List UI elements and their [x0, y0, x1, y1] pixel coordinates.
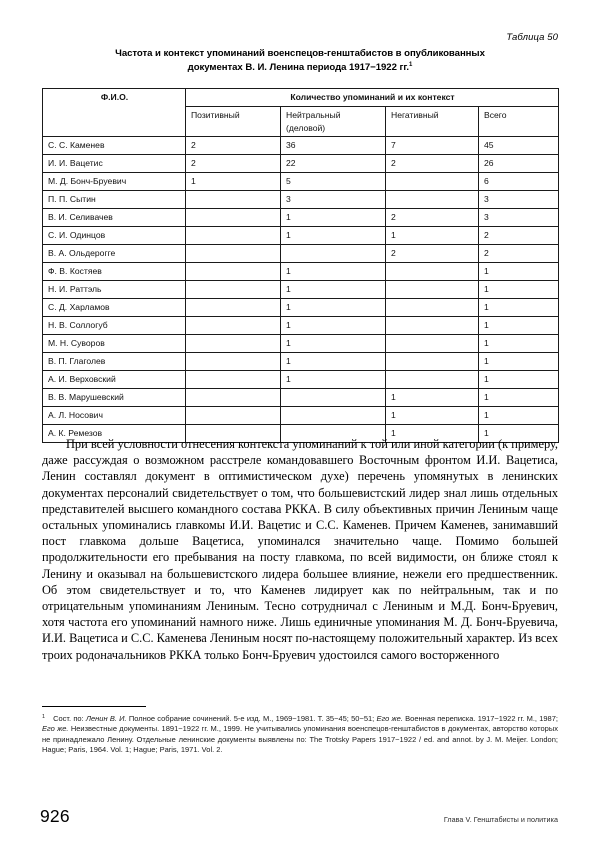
cell-name: Н. И. Раттэль	[43, 281, 186, 299]
table-title-line1: Частота и контекст упоминаний военспецов-генштабистов в опубликованных	[115, 48, 485, 59]
cell-neutral	[281, 389, 386, 407]
cell-name: М. Н. Суворов	[43, 335, 186, 353]
footnote-italic3: Его же.	[42, 724, 69, 734]
cell-positive: 2	[186, 137, 281, 155]
cell-name: С. И. Одинцов	[43, 227, 186, 245]
cell-neutral	[281, 245, 386, 263]
table-title-line2: документах В. И. Ленина периода 1917−1922 гг.	[187, 62, 410, 73]
header-neutral	[281, 107, 386, 137]
table-number-label: Таблица 50	[506, 32, 558, 43]
cell-neutral: 3	[281, 191, 386, 209]
cell-name: А. К. Ремезов	[43, 425, 186, 443]
cell-total: 1	[479, 281, 559, 299]
header-positive: Позитивный	[186, 107, 281, 137]
cell-neutral: 1	[281, 281, 386, 299]
footnote-part4: Неизвестные документы. 1891−1922 гг. М., 1999. Не учитывались упоминания военспецов-генштабистов в документах, авторство которых не принадлежало Ленину. Отдельные ленинские документы выявлены по: The Trotsky Papers 1917−1922 / ed. and annot. by J. M. Meijer. London; Hague; Paris, 1964. Vol. 1; Hague; Paris, 1971. Vol. 2.	[42, 724, 558, 755]
cell-neutral: 1	[281, 209, 386, 227]
cell-total: 2	[479, 227, 559, 245]
cell-positive	[186, 281, 281, 299]
cell-neutral: 1	[281, 317, 386, 335]
cell-total: 1	[479, 335, 559, 353]
cell-total: 1	[479, 299, 559, 317]
cell-positive	[186, 299, 281, 317]
header-neutral-line1: Нейтральный	[286, 110, 341, 120]
cell-name: С. Д. Харламов	[43, 299, 186, 317]
cell-negative: 1	[386, 389, 479, 407]
body-paragraph: При всей условности отнесения контекста упоминаний к той или иной категории (к примеру, даже рассуждая о возможном расстреле командовавшего Восточным фронтом И.И. Вацетиса, Ленин составлял документ в оптимистическом духе) перечень упомянутых в ленинских документах персоналий свидетельствует о том, что большевистский лидер знал лишь отдельных представителей высшего командного состава РККА. В силу объективных причин Лениным чаще остальных упоминались главкомы И.И. Вацетис и С.С. Каменев. Причем Каменев, занимавший пост главкома дольше Вацетиса, упоминался значительно чаще. Помимо большей продолжительности его пребывания на посту главкома, по всей видимости, он ближе стоял к Ленину и оказывал на большевистского лидера большее влияние, нежели его предшественник. Об этом свидетельствует и то, что Каменев лидирует как по нейтральным, так и по отрицательным упоминаниям Лениным. Тесно сотрудничал с Лениным и М.Д. Бонч-Бруевич, хотя частота его упоминаний намного ниже. Лишь единичные упоминания М. Д. Бонч-Бруевича, И.И. Вацетиса и С.С. Каменева Лениным носят по-настоящему положительный характер. Из всех троих родоначальников РККА только Бонч-Бруевич удостоился самого восторженного	[42, 437, 558, 662]
header-total: Всего	[479, 107, 559, 137]
cell-positive	[186, 191, 281, 209]
cell-negative: 2	[386, 155, 479, 173]
cell-neutral: 1	[281, 371, 386, 389]
cell-negative	[386, 263, 479, 281]
footnote-part2: Полное собрание сочинений. 5-е изд. М., 1969−1981. Т. 35−45; 50−51;	[126, 714, 377, 723]
page-number: 926	[40, 806, 70, 826]
footnote-italic2: Его же.	[376, 714, 403, 723]
cell-neutral: 1	[281, 335, 386, 353]
cell-neutral: 1	[281, 263, 386, 281]
table-row	[43, 173, 559, 191]
cell-name: В. И. Селивачев	[43, 209, 186, 227]
table-row	[43, 191, 559, 209]
cell-name: В. П. Глаголев	[43, 353, 186, 371]
cell-total: 1	[479, 425, 559, 443]
table-row	[43, 281, 559, 299]
cell-positive	[186, 245, 281, 263]
cell-name: В. А. Ольдерогге	[43, 245, 186, 263]
cell-negative	[386, 371, 479, 389]
table-title	[48, 47, 552, 75]
table-row	[43, 335, 559, 353]
cell-negative	[386, 317, 479, 335]
table-row	[43, 263, 559, 281]
footnote-italic1: Ленин В. И.	[85, 714, 127, 723]
table-row	[43, 137, 559, 155]
cell-name: Ф. В. Костяев	[43, 263, 186, 281]
cell-total: 3	[479, 191, 559, 209]
cell-negative: 1	[386, 407, 479, 425]
table-row	[43, 209, 559, 227]
cell-positive	[186, 209, 281, 227]
cell-negative: 2	[386, 209, 479, 227]
cell-positive	[186, 317, 281, 335]
cell-total: 45	[479, 137, 559, 155]
cell-total: 6	[479, 173, 559, 191]
footnote-separator-rule	[42, 706, 146, 707]
cell-name: В. В. Марушевский	[43, 389, 186, 407]
cell-positive	[186, 389, 281, 407]
cell-negative	[386, 191, 479, 209]
header-name-column: Ф.И.О.	[43, 89, 186, 137]
cell-name: П. П. Сытин	[43, 191, 186, 209]
cell-total: 26	[479, 155, 559, 173]
cell-positive	[186, 335, 281, 353]
table-row	[43, 407, 559, 425]
cell-neutral: 1	[281, 299, 386, 317]
cell-negative	[386, 353, 479, 371]
cell-total: 1	[479, 389, 559, 407]
header-negative: Негативный	[386, 107, 479, 137]
cell-negative	[386, 173, 479, 191]
frequency-table	[42, 88, 559, 443]
cell-neutral: 1	[281, 353, 386, 371]
cell-negative: 1	[386, 425, 479, 443]
cell-total: 1	[479, 317, 559, 335]
cell-total: 1	[479, 353, 559, 371]
running-head: Глава V. Генштабисты и политика	[443, 815, 558, 824]
table-row	[43, 245, 559, 263]
cell-name: М. Д. Бонч-Бруевич	[43, 173, 186, 191]
cell-name: И. И. Вацетис	[43, 155, 186, 173]
table-header-row-group	[43, 89, 559, 107]
table-row	[43, 371, 559, 389]
footnote-marker: 1	[42, 713, 46, 720]
footnote-block	[42, 714, 558, 756]
cell-positive	[186, 353, 281, 371]
cell-name: Н. В. Соллогуб	[43, 317, 186, 335]
table-row	[43, 353, 559, 371]
cell-positive	[186, 371, 281, 389]
cell-total: 2	[479, 245, 559, 263]
cell-positive	[186, 263, 281, 281]
cell-positive: 2	[186, 155, 281, 173]
cell-positive	[186, 227, 281, 245]
footnote-part1: Сост. по:	[53, 714, 86, 723]
table-title-footnote-marker: 1	[409, 61, 413, 68]
cell-negative: 1	[386, 227, 479, 245]
cell-negative: 7	[386, 137, 479, 155]
table-row	[43, 317, 559, 335]
table-row	[43, 155, 559, 173]
cell-neutral: 5	[281, 173, 386, 191]
table-body	[43, 137, 559, 443]
header-neutral-line2: (деловой)	[286, 122, 326, 133]
cell-positive: 1	[186, 173, 281, 191]
cell-total: 3	[479, 209, 559, 227]
cell-total: 1	[479, 371, 559, 389]
cell-name: А. Л. Носович	[43, 407, 186, 425]
cell-neutral	[281, 407, 386, 425]
cell-name: А. И. Верховский	[43, 371, 186, 389]
cell-positive	[186, 407, 281, 425]
footnote-part3: Военная переписка. 1917−1922 гг. М., 1987;	[402, 714, 558, 723]
cell-negative	[386, 335, 479, 353]
table-row	[43, 227, 559, 245]
cell-total: 1	[479, 263, 559, 281]
cell-negative	[386, 299, 479, 317]
table-row	[43, 389, 559, 407]
cell-neutral: 36	[281, 137, 386, 155]
table-head	[43, 89, 559, 137]
cell-neutral: 1	[281, 227, 386, 245]
cell-total: 1	[479, 407, 559, 425]
cell-neutral: 22	[281, 155, 386, 173]
header-group-mentions: Количество упоминаний и их контекст	[186, 89, 559, 107]
cell-negative	[386, 281, 479, 299]
table-row	[43, 299, 559, 317]
cell-name: С. С. Каменев	[43, 137, 186, 155]
cell-negative: 2	[386, 245, 479, 263]
